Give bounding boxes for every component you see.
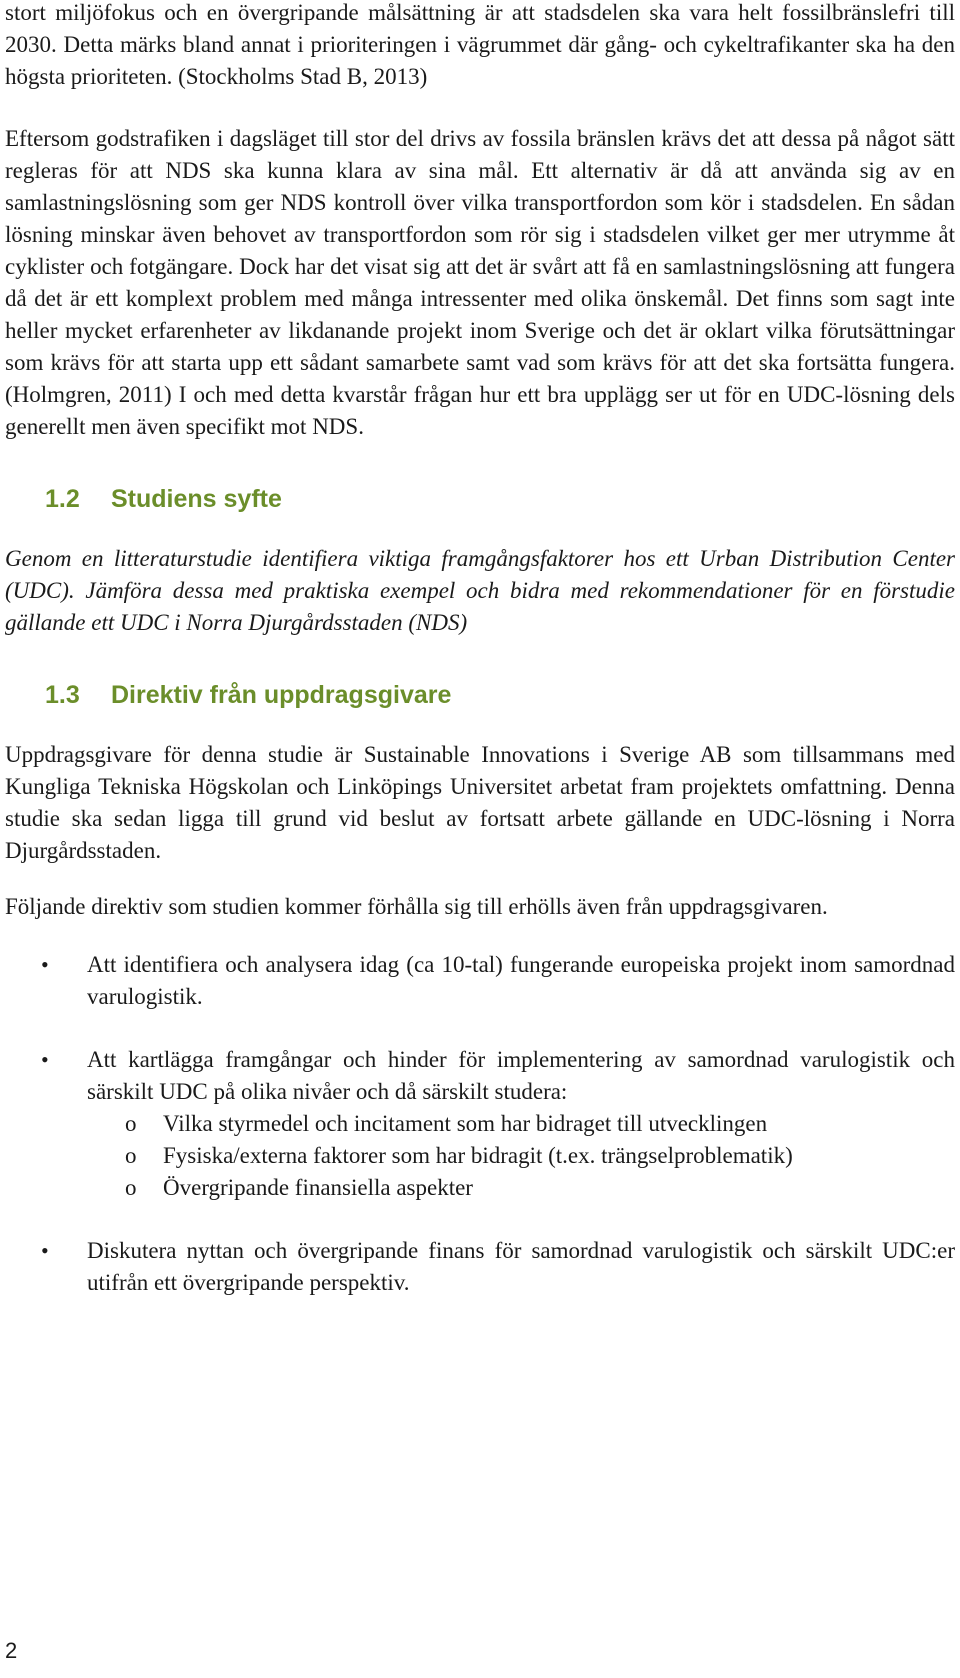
list-item-text: Att identifiera och analysera idag (ca 10-tal) fungerande europeiska projekt inom samordnad varulogistik. [87, 952, 955, 1009]
document-page [5, 0, 955, 1330]
sub-list-item [87, 1108, 955, 1140]
paragraph-client: Uppdragsgivare för denna studie är Sustainable Innovations i Sverige AB som tillsammans med Kungliga Tekniska Högskolan och Linköpings Universitet arbetat fram projektets omfattning. Denna studie ska sedan ligga till grund vid beslut av fortsatt arbete gällande en UDC-lösning i Norra Djurgårdsstaden. [5, 742, 955, 863]
paragraph-directives-intro: Följande direktiv som studien kommer förhålla sig till erhölls även från uppdragsgivaren. [5, 894, 828, 919]
list-item-text: Diskutera nyttan och övergripande finans för samordnad varulogistik och särskilt UDC:er utifrån ett övergripande perspektiv. [87, 1238, 955, 1295]
bullet-icon: • [41, 1238, 49, 1263]
sub-bullet-icon: o [125, 1111, 137, 1136]
list-item-text: Att kartlägga framgångar och hinder för implementering av samordnad varulogistik och särskilt UDC på olika nivåer och då särskilt studera: [87, 1047, 955, 1104]
bullet-icon: • [41, 952, 49, 977]
section-heading-studiens-syfte [5, 483, 955, 515]
list-item [5, 1235, 955, 1299]
sub-list-item-text: Vilka styrmedel och incitament som har bidraget till utvecklingen [163, 1111, 768, 1136]
sub-list-item [87, 1140, 955, 1172]
section-heading-direktiv [5, 679, 955, 711]
sub-list-item-text: Fysiska/externa faktorer som har bidragit (t.ex. trängselproblematik) [163, 1143, 793, 1168]
sub-bullet-icon: o [125, 1175, 137, 1200]
paragraph-freight-traffic: Eftersom godstrafiken i dagsläget till stor del drivs av fossila bränslen krävs det att dessa på något sätt regleras för att NDS ska kunna klara av sina mål. Ett alternativ är då att använda sig av en samlastningslösning som ger NDS kontroll över vilka transportfordon som kör i stadsdelen. En sådan lösning minskar även behovet av transportfordon som rör sig i stadsdelen vilket ger mer utrymme åt cyklister och fotgängare. Dock har det visat sig att det är svårt att få en samlastningslösning att fungera då det är ett komplext problem med många intressenter med olika önskemål. Det finns som sagt inte heller mycket erfarenheter av likdanande projekt inom Sverige och det är oklart vilka förutsättningar som krävs för att starta upp ett sådant samarbete samt vad som krävs för att det ska fortsätta fungera. (Holmgren, 2011) I och med detta kvarstår frågan hur ett bra upplägg ser ut för en UDC-lösning dels generellt men även specifikt mot NDS. [5, 126, 955, 439]
page-number: 2 [5, 1638, 18, 1663]
section-title: Studiens syfte [111, 485, 282, 513]
list-item [5, 949, 955, 1013]
sub-bullet-icon: o [125, 1143, 137, 1168]
sub-list-item [87, 1172, 955, 1204]
bullet-icon: • [41, 1047, 49, 1072]
section-title: Direktiv från uppdragsgivare [111, 681, 452, 709]
sub-list [87, 1108, 955, 1204]
section-number: 1.2 [45, 485, 80, 513]
list-item [5, 1044, 955, 1204]
section-number: 1.3 [45, 681, 80, 709]
paragraph-intro-continued: stort miljöfokus och en övergripande målsättning är att stadsdelen ska vara helt fossilbränslefri till 2030. Detta märks bland annat i prioriteringen i vägrummet där gång- och cykeltrafikanter ska ha den högsta prioriteten. (Stockholms Stad B, 2013) [5, 0, 955, 89]
directives-list [5, 949, 955, 1299]
sub-list-item-text: Övergripande finansiella aspekter [163, 1175, 473, 1200]
paragraph-study-purpose: Genom en litteraturstudie identifiera viktiga framgångsfaktorer hos ett Urban Distribution Center (UDC). Jämföra dessa med praktiska exempel och bidra med rekommendationer för en förstudie gällande ett UDC i Norra Djurgårdsstaden (NDS) [5, 546, 955, 635]
